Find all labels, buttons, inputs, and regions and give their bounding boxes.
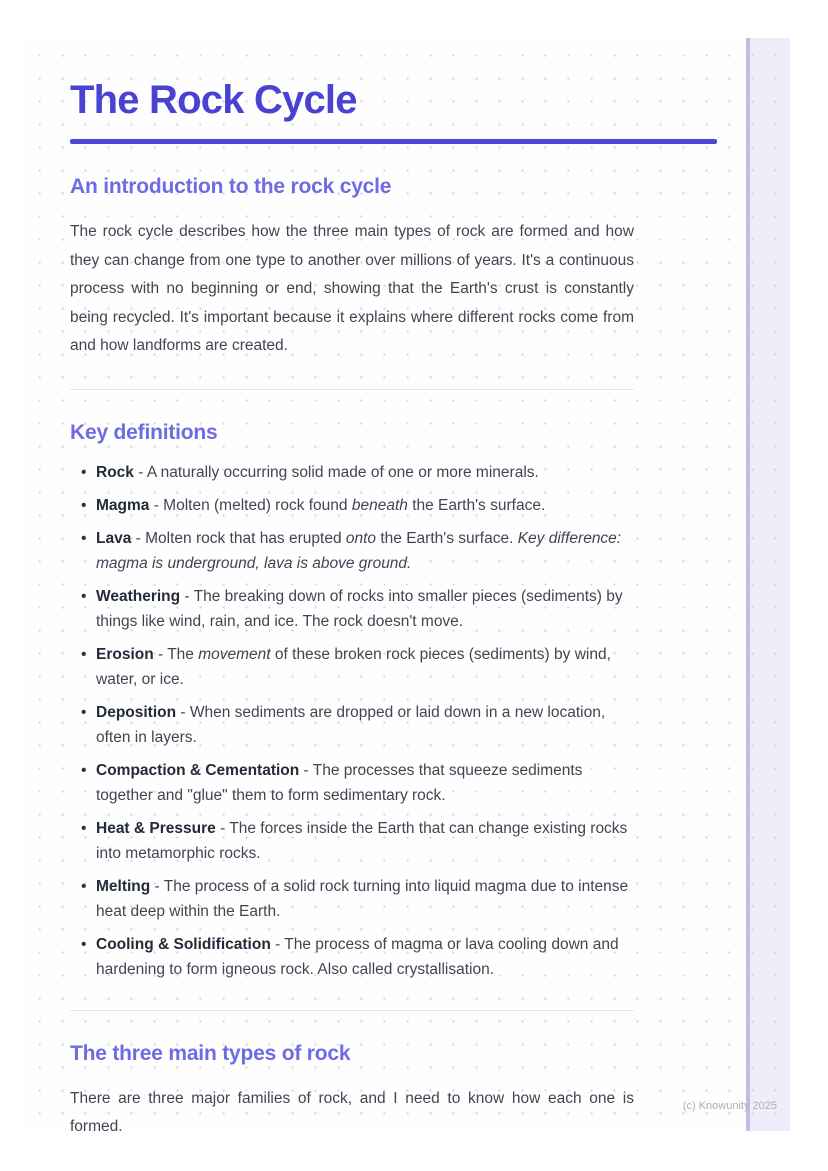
definition-text: - The process of magma or lava cooling down and hardening to form igneous rock. Also called crystallisation. [96, 935, 619, 978]
definition-term: Cooling & Solidification [96, 935, 271, 953]
section-heading-introduction: An introduction to the rock cycle [70, 175, 392, 198]
definition-text: onto [345, 529, 377, 547]
definition-item [82, 932, 634, 982]
note-page [24, 38, 790, 1135]
definition-item [82, 584, 634, 634]
definition-term: Melting [96, 877, 151, 895]
definition-item [82, 816, 634, 866]
section-heading-rock-types: The three main types of rock [70, 1041, 351, 1065]
definition-text: the Earth's surface. [407, 496, 546, 514]
definitions-list [70, 460, 634, 982]
definition-item [82, 493, 634, 518]
definition-term: Erosion [96, 645, 154, 663]
rock-types-paragraph: There are three major families of rock, and I need to know how each one is formed. [70, 1089, 634, 1135]
definition-term: Weathering [96, 587, 181, 605]
page-title: The Rock Cycle [70, 78, 357, 122]
definition-item [82, 874, 634, 924]
page-content [70, 38, 717, 1142]
definition-text: beneath [351, 496, 408, 514]
definition-item [82, 460, 634, 485]
definition-text: - The [153, 645, 199, 663]
definition-item [82, 758, 634, 808]
definition-text: - Molten rock that has erupted [131, 529, 346, 547]
definition-term: Heat & Pressure [96, 819, 216, 837]
definition-text: the Earth's surface. [376, 529, 518, 547]
definition-text: - The process of a solid rock turning into liquid magma due to intense heat deep within the Earth. [96, 877, 629, 920]
definition-text: of these broken rock pieces (sediments) by wind, water, or ice. [96, 645, 611, 688]
definition-term: Lava [96, 529, 132, 547]
watermark: (c) Knowunity 2025 [682, 1100, 777, 1112]
introduction-paragraph: The rock cycle describes how the three main types of rock are formed and how they can change from one type to another over millions of years. It's a continuous process with no beginning or end, showing that the Earth's crust is constantly being recycled. It's important because it explains where different rocks come from and how landforms are created. [70, 223, 634, 354]
definition-item [82, 642, 634, 692]
definition-text: - The processes that squeeze sediments together and "glue" them to form sedimentary rock. [96, 761, 583, 804]
page-margin-strip [746, 38, 790, 1131]
definition-text: - The breaking down of rocks into smaller pieces (sediments) by things like wind, rain, and ice. The rock doesn't move. [96, 587, 623, 630]
title-underline [70, 139, 717, 144]
definition-item [82, 700, 634, 750]
definition-text: movement [198, 645, 271, 663]
definition-text: - A naturally occurring solid made of one or more minerals. [133, 463, 539, 481]
definition-text: - Molten (melted) rock found [149, 496, 352, 514]
definition-term: Magma [96, 496, 150, 514]
definition-term: Compaction & Cementation [96, 761, 300, 779]
section-heading-definitions: Key definitions [70, 420, 218, 444]
section-divider [70, 1010, 634, 1011]
definition-text: - The forces inside the Earth that can change existing rocks into metamorphic rocks. [96, 819, 628, 862]
definition-text: Key difference: magma is underground, lava is above ground. [96, 529, 622, 572]
definition-text: - When sediments are dropped or laid down in a new location, often in layers. [96, 703, 606, 746]
definition-item [82, 526, 634, 576]
section-divider [70, 389, 634, 390]
definition-term: Rock [96, 463, 134, 481]
definition-term: Deposition [96, 703, 177, 721]
